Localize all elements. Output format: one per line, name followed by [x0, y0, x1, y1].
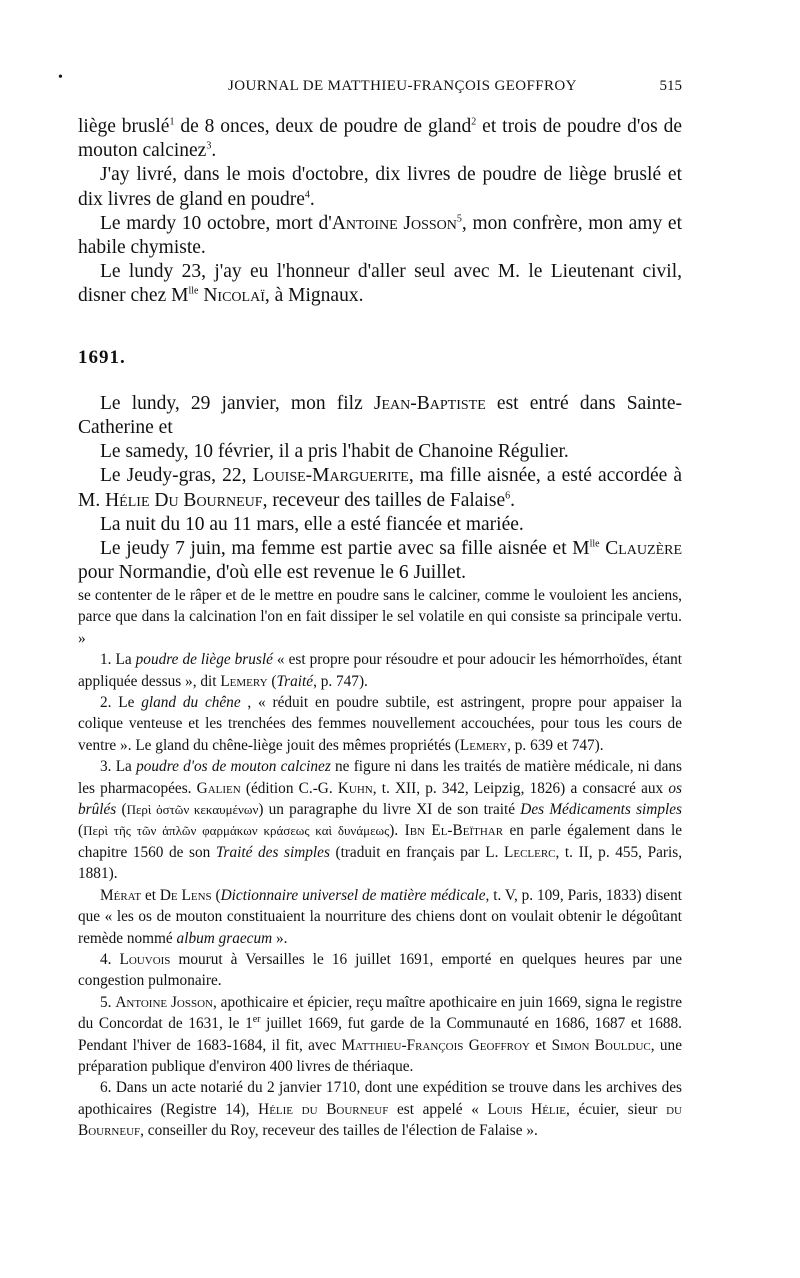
footnote-ref: 4 — [304, 189, 310, 201]
paragraph: La nuit du 10 au 11 mars, elle a esté fiancée et mariée. — [100, 513, 524, 535]
person-name: Antoine Josson — [331, 212, 457, 234]
year-heading: 1691. — [78, 346, 126, 368]
footnote-ref: 3 — [206, 140, 212, 152]
footnote-3: 3. La poudre d'os de mouton calcinez ne figure ni dans les traités de matière médicale, ni dans les pharmacopées. Galien (édition C.-G. Kuhn, t. XII, p. 342, Leipzig, 1826) a consacré aux os brûlés (Περὶ ὀστῶν κεκαυμένων) un paragraphe du livre XI de son traité Des Médicaments simples (Περὶ τῆς τῶν ἁπλῶν φαρμάκων κράσεως καὶ δυνάμεως). Ibn El-Beïthar en parle également dans le chapitre 1560 de son Traité des simples (traduit en français par L. Leclerc, t. II, p. 455, Paris, 1881). — [78, 758, 683, 883]
footnote-ref: 6 — [505, 490, 511, 502]
footnote-ref: 5 — [456, 213, 462, 225]
running-title: JOURNAL DE MATTHIEU-FRANÇOIS GEOFFROY — [228, 78, 577, 94]
footnote-6: 6. Dans un acte notarié du 2 janvier 1710, dont une expédition se trouve dans les archives des apothicaires (Registre 14), Hélie du Bourneuf est appelé « Louis Hélie, écuier, sieur du Bourneuf, conseiller du Roy, receveur des tailles de l'élection de Falaise ». — [78, 1079, 682, 1140]
footnote-2: 2. Le gland du chêne , « réduit en poudre subtile, est astringent, propre pour appaiser la colique venteuse et les trenchées des femmes nouvellement accouchées, pour tous les cours de ventre ». Le gland du chêne-liège jouit des mêmes propriétés (Lemery, p. 639 et 747). — [78, 694, 682, 754]
footnote-5: 5. Antoine Josson, apothicaire et épicier, reçu maître apothicaire en juin 1669, signa le registre du Concordat de 1631, le 1er juillet 1669, fut garde de la Communauté en 1686, 1687 et 1688. Pendant l'hiver de 1683-1684, il fit, avec Matthieu-François Geoffroy et Simon Boulduc, une préparation publique d'environ 400 livres de thériaque. — [78, 993, 682, 1075]
person-name: Hélie Du Bourneuf — [105, 489, 263, 511]
paragraph: Le samedy, 10 février, il a pris l'habit de Chanoine Régulier. — [100, 441, 569, 463]
paragraph: J'ay livré, dans le mois d'octobre, dix livres de poudre de liège bruslé et dix livres de gland en poudre$^4$. — [78, 164, 682, 210]
footnote-ref: 2 — [471, 116, 477, 128]
footnote-ref: 1 — [169, 116, 175, 128]
paragraph: Le jeudy 7 juin, ma femme est partie avec sa fille aisnée et $M^{lle}$ Clauzère pour Normandie, d'où elle est revenue le 6 Juillet. — [78, 538, 683, 584]
page-number: 515 — [659, 78, 682, 94]
footnote-continuation: se contenter de le râper et de le mettre en poudre sans le calciner, comme le vouloient les anciens, parce que dans la calcination l'on en fait dissiper le sel volatile en qui consiste sa principale vertu. » — [78, 587, 682, 647]
person-name: Louise-Marguerite — [252, 465, 409, 487]
footnote-4: 4. Louvois mourut à Versailles le 16 juillet 1691, emporté en quelques heures par une congestion pulmonaire. — [78, 950, 682, 990]
paragraph: Le Jeudy-gras, 22, Louise-Marguerite, ma fille aisnée, a esté accordée à M. Hélie Du Bourneuf, receveur des tailles de Falaise$^6$. — [78, 465, 683, 511]
footnotes — [78, 585, 682, 1142]
person-name: Nicolaï — [203, 285, 265, 307]
paragraph: Le mardy 10 octobre, mort d'Antoine Josson$^5$, mon confrère, mon amy et habile chymiste. — [78, 212, 682, 259]
footnote-1: 1. La poudre de liège bruslé « est propre pour résoudre et pour adoucir les hémorrhoïdes, étant appliquée dessus », dit Lemery (Traité, p. 747). — [78, 651, 683, 690]
person-name: Jean-Baptiste — [373, 392, 486, 414]
footnote-3-continued: Mérat et De Lens (Dictionnaire universel de matière médicale, t. V, p. 109, Paris, 1833) disent que « les os de mouton constituaient la nourriture des chiens dont on voulait obtenir le dégoûtant remède nommé album graecum ». — [78, 886, 682, 947]
person-name: Clauzère — [605, 538, 683, 560]
margin-mark: • — [58, 70, 63, 85]
running-header — [78, 78, 682, 100]
paragraph: liège bruslé$^1$ de 8 onces, deux de poudre de gland$^2$ et trois de poudre d'os de mouton calcinez$^3$. — [78, 116, 682, 162]
paragraph: Le lundy 23, j'ay eu l'honneur d'aller seul avec M. le Lieutenant civil, disner chez $M^{lle}$ Nicolaï, à Mignaux. — [78, 261, 682, 307]
paragraph: Le lundy, 29 janvier, mon filz Jean-Baptiste est entré dans Sainte-Catherine et — [78, 392, 682, 439]
journal-text — [78, 115, 682, 585]
